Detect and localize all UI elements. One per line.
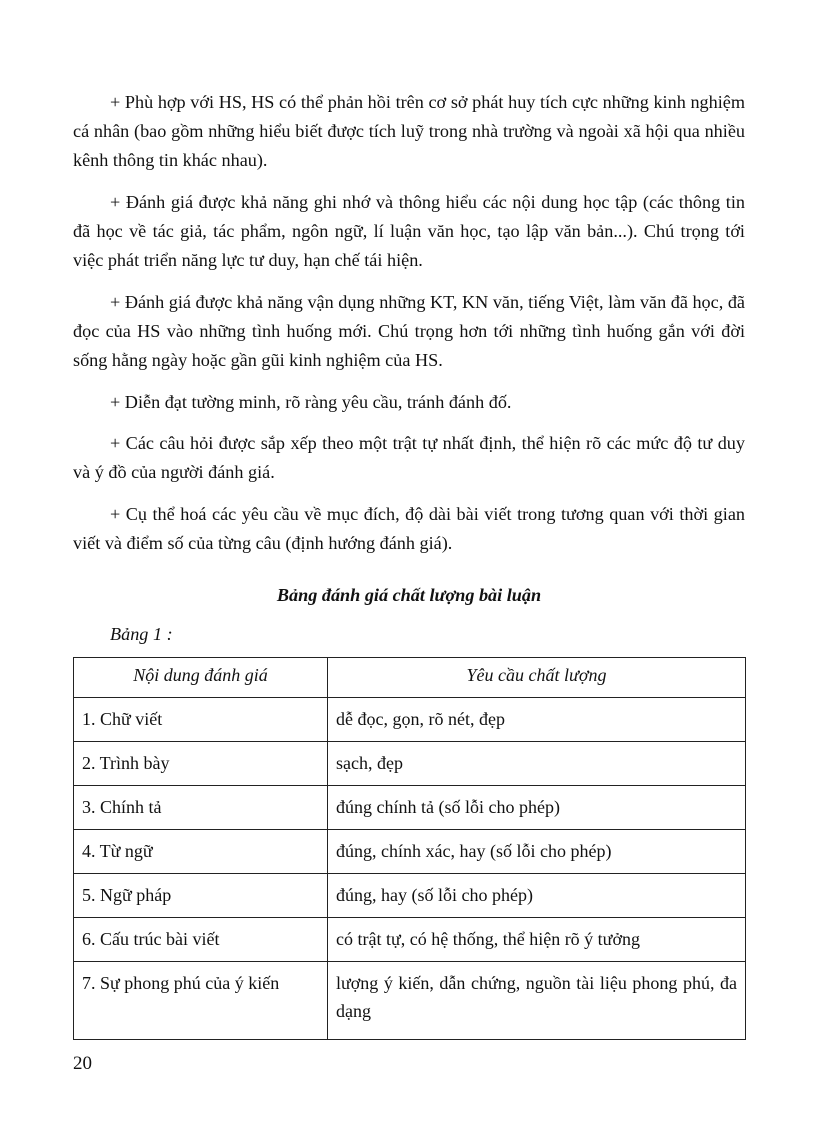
- row-criterion: 1. Chữ viết: [74, 698, 328, 742]
- row-criterion: 5. Ngữ pháp: [74, 874, 328, 918]
- table-row: [74, 874, 746, 918]
- table-label: Bảng 1 :: [110, 624, 173, 644]
- row-criterion: 2. Trình bày: [74, 742, 328, 786]
- paragraph-4: + Diễn đạt tường minh, rõ ràng yêu cầu, tránh đánh đố.: [110, 392, 512, 412]
- paragraph-2: + Đánh giá được khả năng ghi nhớ và thông hiểu các nội dung học tập (các thông tin đã học về tác giả, tác phẩm, ngôn ngữ, lí luận văn học, tạo lập văn bản...). Chú trọng tới việc phát triển năng lực tư duy, hạn chế tái hiện.: [73, 192, 745, 270]
- row-requirement: dễ đọc, gọn, rõ nét, đẹp: [328, 698, 746, 742]
- table-row: [74, 830, 746, 874]
- row-criterion: 4. Từ ngữ: [74, 830, 328, 874]
- paragraph-5: + Các câu hỏi được sắp xếp theo một trật tự nhất định, thể hiện rõ các mức độ tư duy và ý đồ của người đánh giá.: [73, 433, 745, 482]
- paragraph-3: + Đánh giá được khả năng vận dụng những KT, KN văn, tiếng Việt, làm văn đã học, đã đọc của HS vào những tình huống mới. Chú trọng hơn tới những tình huống gắn với đời sống hằng ngày hoặc gần gũi kinh nghiệm của HS.: [73, 292, 745, 370]
- paragraph-6: + Cụ thể hoá các yêu cầu về mục đích, độ dài bài viết trong tương quan với thời gian viết và điểm số của từng câu (định hướng đánh giá).: [73, 504, 745, 553]
- row-criterion: 6. Cấu trúc bài viết: [74, 918, 328, 962]
- table-row: [74, 742, 746, 786]
- row-requirement: đúng chính tả (số lỗi cho phép): [328, 786, 746, 830]
- evaluation-table: [73, 657, 746, 1040]
- table-header-row: [74, 658, 746, 698]
- row-criterion: 3. Chính tả: [74, 786, 328, 830]
- row-requirement: lượng ý kiến, dẫn chứng, nguồn tài liệu phong phú, đa dạng: [328, 962, 746, 1040]
- table-title: Bảng đánh giá chất lượng bài luận: [276, 585, 542, 605]
- table-row: [74, 786, 746, 830]
- page-content: [73, 88, 745, 1040]
- row-requirement: đúng, chính xác, hay (số lỗi cho phép): [328, 830, 746, 874]
- table-row: [74, 918, 746, 962]
- page-number: 20: [73, 1053, 92, 1074]
- row-requirement: sạch, đẹp: [328, 742, 746, 786]
- row-criterion: 7. Sự phong phú của ý kiến: [74, 962, 328, 1040]
- header-requirement: Yêu cầu chất lượng: [328, 658, 746, 698]
- row-requirement: có trật tự, có hệ thống, thể hiện rõ ý tưởng: [328, 918, 746, 962]
- table-row: [74, 962, 746, 1040]
- row-requirement: đúng, hay (số lỗi cho phép): [328, 874, 746, 918]
- paragraph-1: + Phù hợp với HS, HS có thể phản hồi trên cơ sở phát huy tích cực những kinh nghiệm cá nhân (bao gồm những hiểu biết được tích luỹ trong nhà trường và ngoài xã hội qua nhiều kênh thông tin khác nhau).: [73, 92, 745, 170]
- header-content: Nội dung đánh giá: [74, 658, 328, 698]
- table-row: [74, 698, 746, 742]
